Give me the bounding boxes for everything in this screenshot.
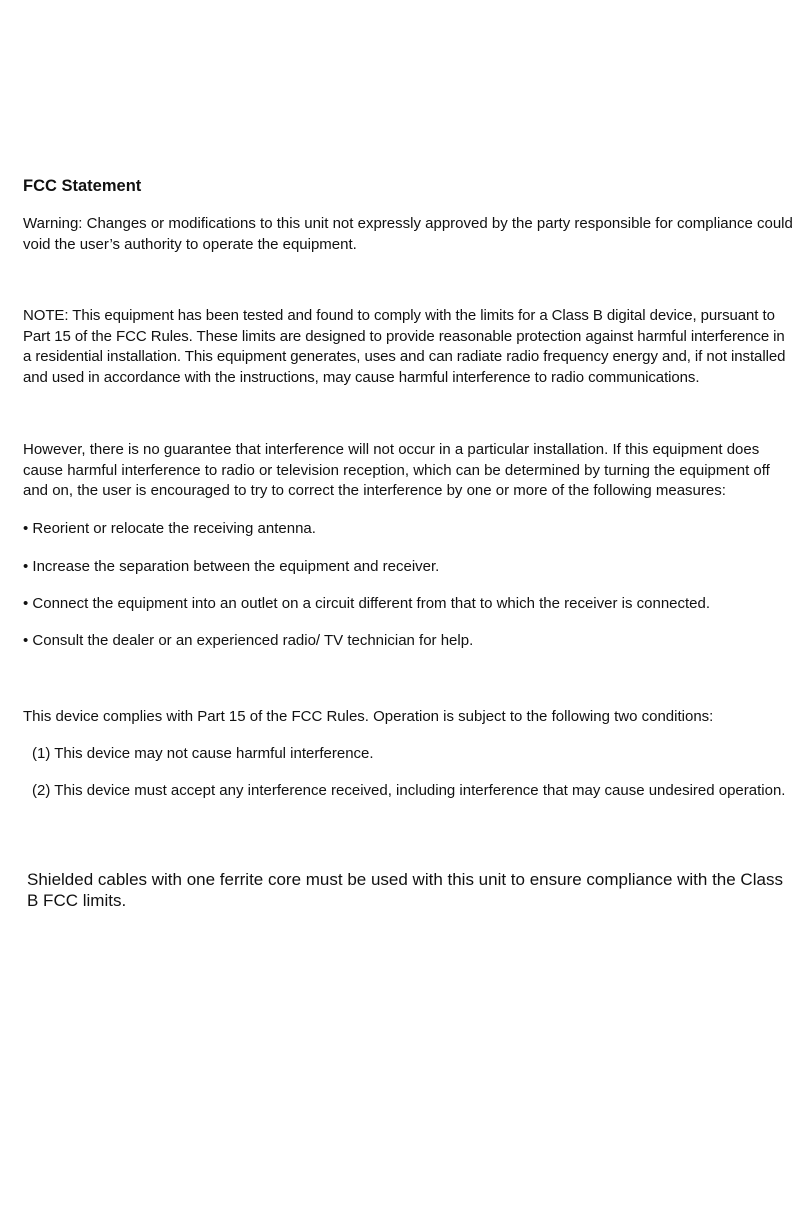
warning-paragraph: Warning: Changes or modifications to this unit not expressly approved by the party responsible for compliance could void the user’s authority to operate the equipment.: [23, 215, 793, 253]
condition-item: (1) This device may not cause harmful interference.: [32, 745, 374, 762]
compliance-paragraph: This device complies with Part 15 of the FCC Rules. Operation is subject to the following two conditions:: [23, 708, 714, 725]
shielded-cable-notice: Shielded cables with one ferrite core must be used with this unit to ensure compliance with the Class B FCC limits.: [27, 870, 783, 910]
measure-list-item: • Reorient or relocate the receiving antenna.: [23, 520, 316, 537]
measure-list-item: • Consult the dealer or an experienced radio/ TV technician for help.: [23, 632, 474, 649]
interference-paragraph: However, there is no guarantee that interference will not occur in a particular installation. If this equipment does cause harmful interference to radio or television reception, which can be determined by turning the equipment off and on, the user is encouraged to try to correct the interference by one or more of the following measures:: [23, 441, 770, 499]
measure-list-item: • Connect the equipment into an outlet on a circuit different from that to which the receiver is connected.: [23, 595, 711, 612]
note-paragraph: NOTE: This equipment has been tested and found to comply with the limits for a Class B digital device, pursuant to Part 15 of the FCC Rules. These limits are designed to provide reasonable protection against harmful interference in a residential installation. This equipment generates, uses and can radiate radio frequency energy and, if not installed and used in accordance with the instructions, may cause harmful interference to radio communications.: [23, 307, 786, 386]
condition-item: (2) This device must accept any interference received, including interference that may cause undesired operation.: [32, 782, 786, 799]
page-title: FCC Statement: [23, 177, 142, 195]
measure-list-item: • Increase the separation between the equipment and receiver.: [23, 558, 440, 575]
